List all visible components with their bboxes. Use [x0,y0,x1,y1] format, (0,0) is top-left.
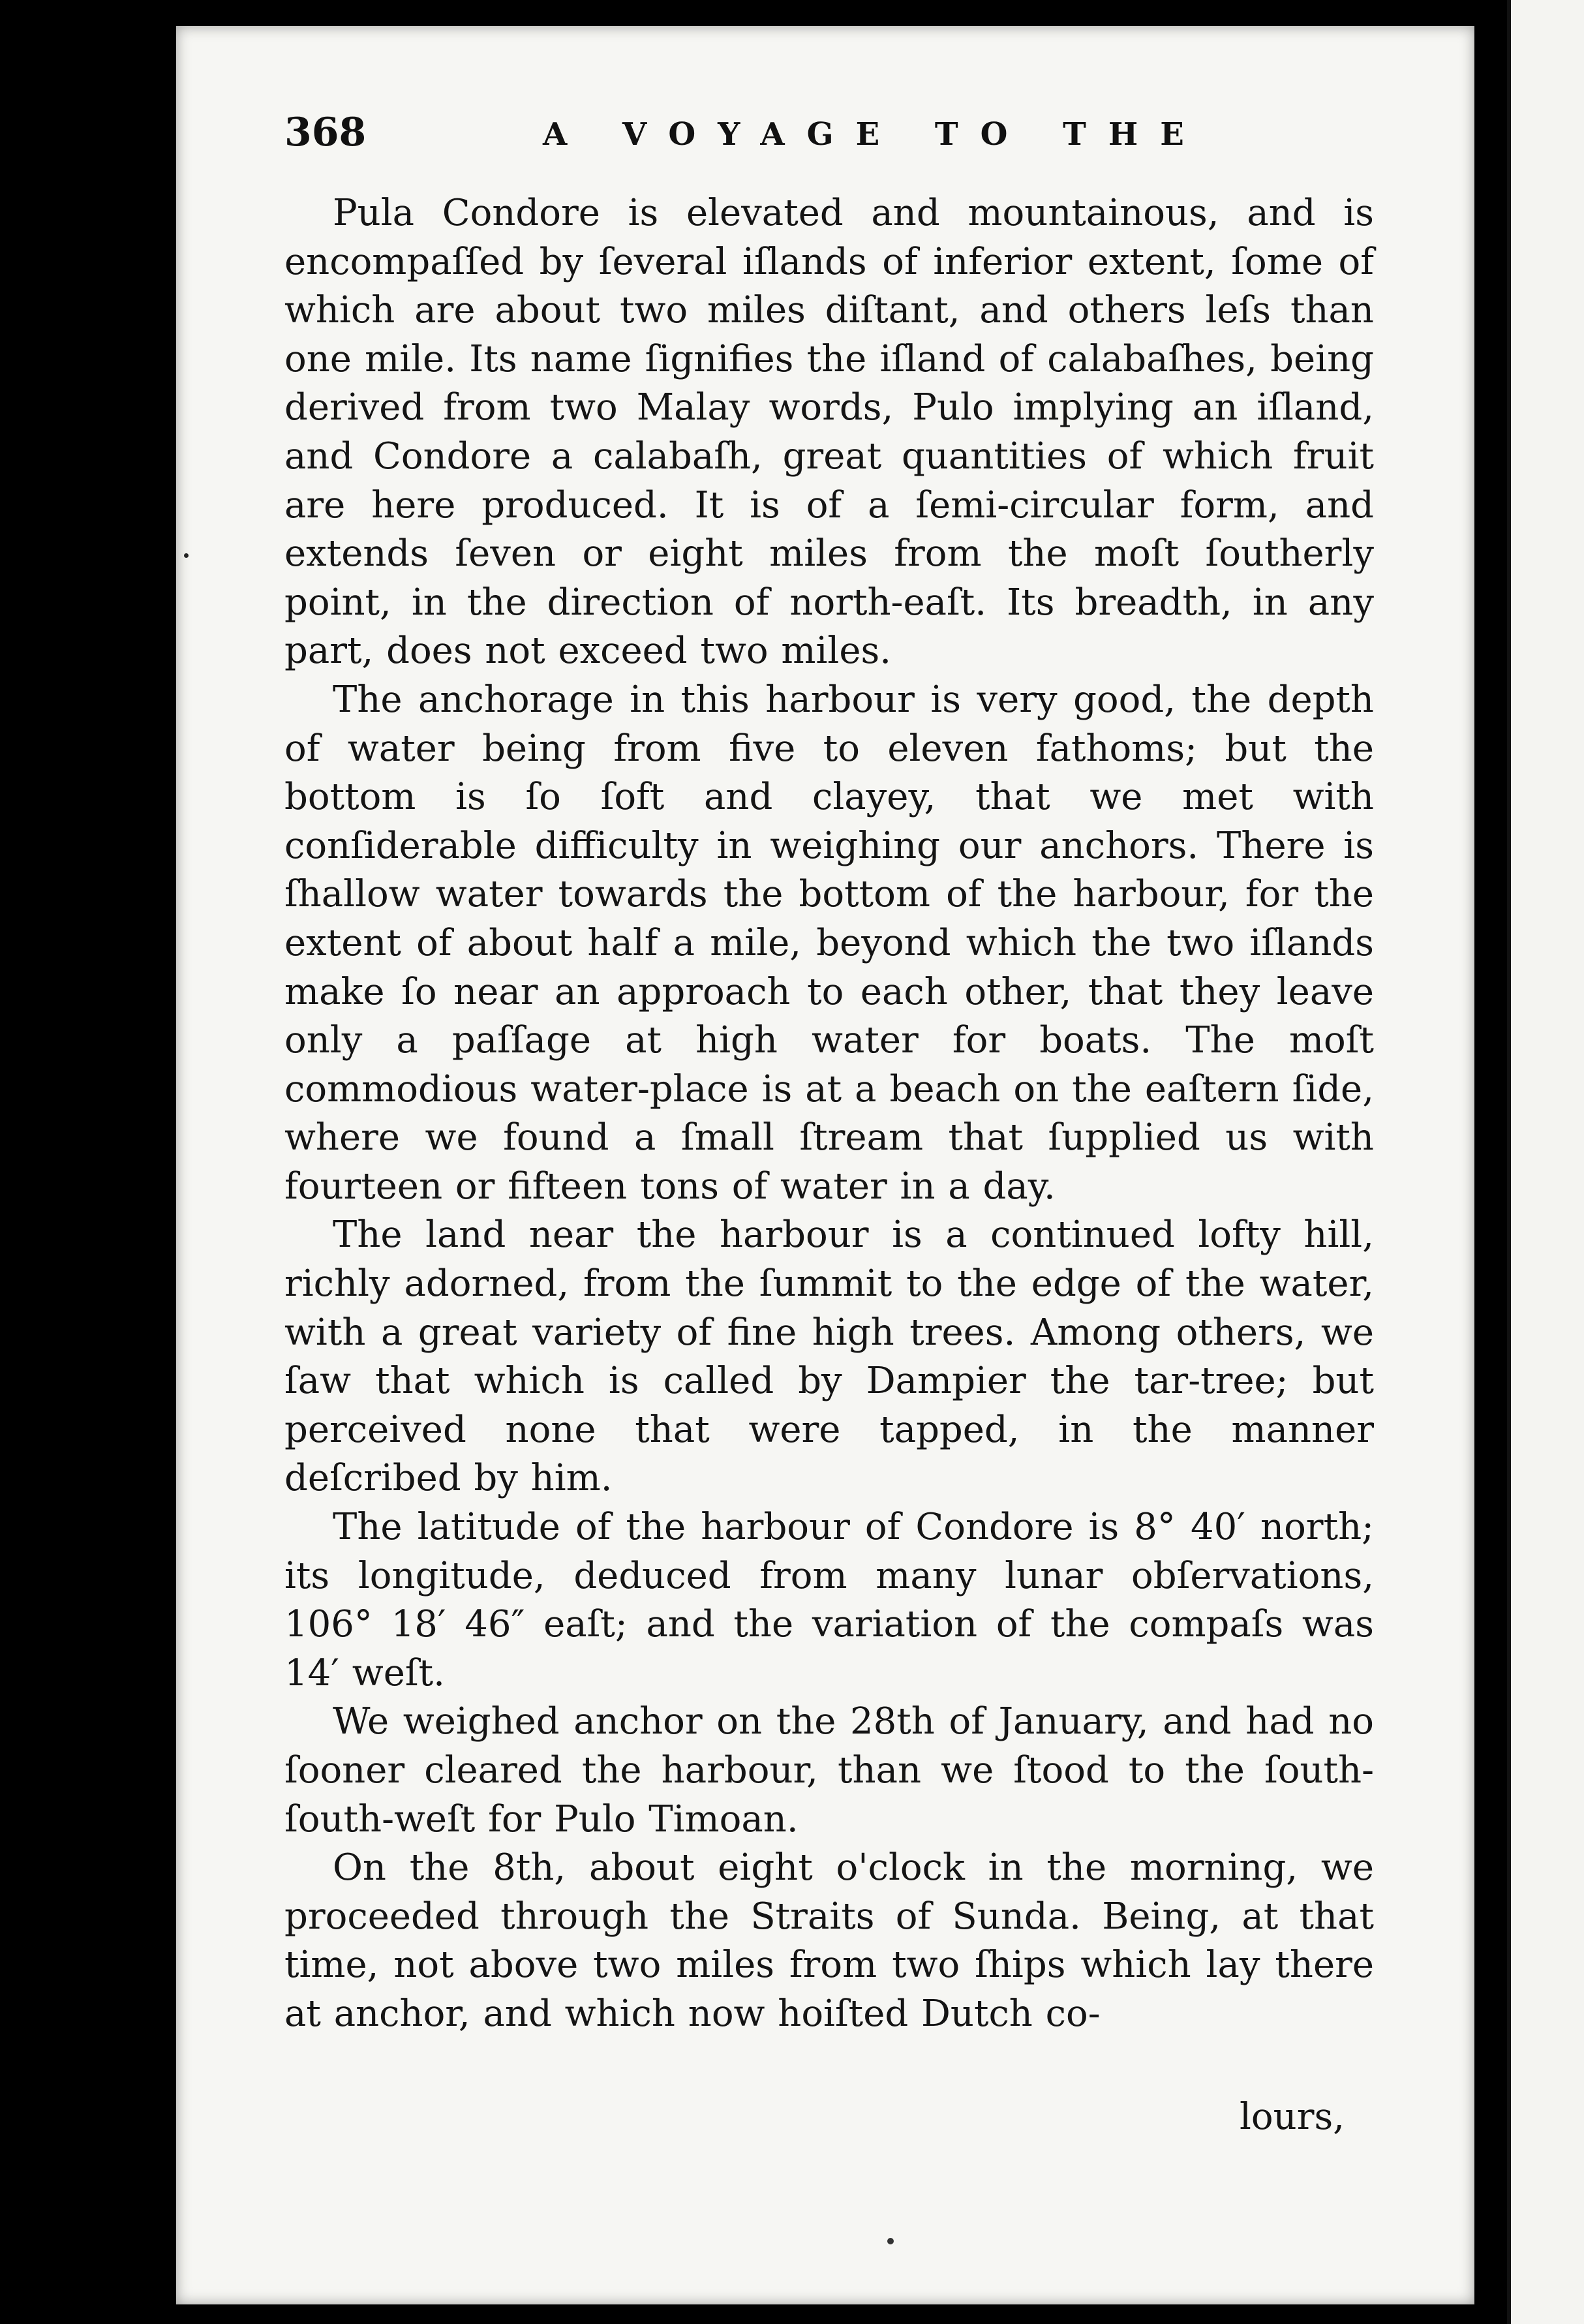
adjacent-page-edge [1507,0,1584,2324]
paragraph-4: The latitude of the harbour of Condore is 8° 40′ north; its longitude, deduced from many lunar obſervations, 106° 18′ 46″ eaſt; and the variation of the compaſs was 14′ weſt. [284,1506,1374,1694]
paragraph-3: The land near the harbour is a continued lofty hill, richly adorned, from the ſummit to the edge of the water, with a great variety of fine high trees. Among others, we ſaw that which is called by Dampier the tar-tree; but perceived none that were tapped, in the manner deſcribed by him. [284,1214,1374,1500]
running-title: A VOYAGE TO THE [543,116,1206,153]
page-header [284,110,1367,168]
margin-mark [184,553,189,558]
paragraph-6: On the 8th, about eight o'clock in the morning, we proceeded through the Straits of Sunda. Being, at that time, not above two miles from two ſhips which lay there at anchor, and which now hoiſted Dutch co- [284,1846,1374,2035]
paragraph-5: We weighed anchor on the 28th of January, and had no ſooner cleared the harbour, than we ſtood to the ſouth-ſouth-weſt for Pulo Timoan. [284,1700,1374,1841]
body-text [284,189,1374,2039]
paragraph-2: The anchorage in this harbour is very good, the depth of water being from five to eleven fathoms; but the bottom is ſo ſoft and clayey, that we met with conſiderable difficulty in weighing our anchors. There is ſhallow water towards the bottom of the harbour, for the extent of about half a mile, beyond which the two iſlands make ſo near an approach to each other, that they leave only a paſſage at high water for boats. The moſt commodious water-place is at a beach on the eaſtern ſide, where we found a ſmall ſtream that ſupplied us with fourteen or fifteen tons of water in a day. [284,678,1374,1208]
paragraph-1: Pula Condore is elevated and mountainous, and is encompaſſed by ſeveral iſlands of inferior extent, ſome of which are about two miles diſtant, and others leſs than one mile. Its name ſignifies the iſland of calabaſhes, being derived from two Malay words, Pulo implying an iſland, and Condore a calabaſh, great quantities of which fruit are here produced. It is of a ſemi-circular form, and extends ſeven or eight miles from the moſt ſoutherly point, in the direction of north-eaſt. Its breadth, in any part, does not exceed two miles. [284,192,1374,673]
signature-mark [887,2238,894,2244]
catchword: lours, [1240,2096,1345,2138]
page-number: 368 [284,110,367,155]
